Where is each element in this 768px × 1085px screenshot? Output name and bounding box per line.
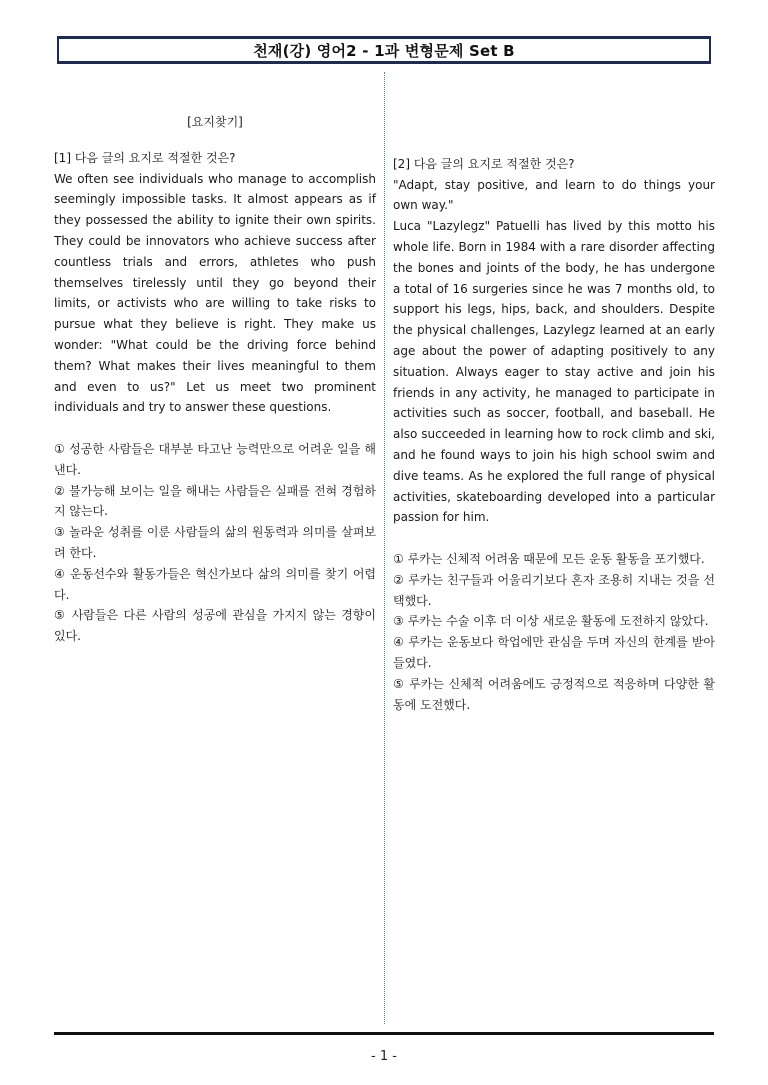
options-2 [393, 549, 715, 715]
option-2-3: ③ 루카는 수술 이후 더 이상 새로운 활동에 도전하지 않았다. [393, 614, 709, 629]
header-title-box [57, 36, 711, 64]
option-1-4: ④ 운동선수와 활동가들은 혁신가보다 삶의 의미를 찾기 어렵다. [54, 566, 376, 602]
option-2-1: ① 루카는 신체적 어려움 때문에 모든 운동 활동을 포기했다. [393, 551, 705, 566]
spacer [393, 528, 715, 549]
option-2-5: ⑤ 루카는 신체적 어려움에도 긍정적으로 적응하며 다양한 활동에 도전했다. [393, 676, 715, 712]
option-1-1: ① 성공한 사람들은 대부분 타고난 능력만으로 어려운 일을 해낸다. [54, 441, 376, 477]
question-2: [2] 다음 글의 요지로 적절한 것은? [393, 156, 575, 171]
section-label: [요지찾기] [187, 115, 243, 129]
option-2-2: ② 루카는 친구들과 어울리기보다 혼자 조용히 지내는 것을 선택했다. [393, 572, 715, 608]
option-1-2: ② 불가능해 보이는 일을 해내는 사람들은 실패를 전혀 경험하지 않는다. [54, 483, 376, 519]
page-title: 천재(강) 영어2 - 1과 변형문제 Set B [253, 41, 515, 60]
options-1 [54, 439, 376, 647]
option-1-3: ③ 놀라운 성취를 이룬 사람들의 삶의 원동력과 의미를 살펴보려 한다. [54, 525, 376, 560]
left-column [54, 112, 376, 647]
question-1: [1] 다음 글의 요지로 적절한 것은? [54, 150, 236, 165]
motto-2: "Adapt, stay positive, and learn to do things your own way." [393, 177, 715, 213]
option-2-4: ④ 루카는 운동보다 학업에만 관심을 두며 자신의 한계를 받아들였다. [393, 635, 715, 670]
passage-2: Luca "Lazylegz" Patuelli has lived by this motto his whole life. Born in 1984 with a rare disorder affecting the bones and joints of the body, he has undergone a total of 16 surgeries since he was 7 months old, to support his legs, hips, back, and shoulders. Despite the physical challenges, Lazylegz learned at an early age about the power of adapting positively to any situation. Always eager to stay active and join his friends in any activity, he managed to participate in activities such as soccer, football, and baseball. He also succeeded in learning how to rock climb and ski, and he found ways to join his high school swim and dive teams. As he explored the full range of physical activities, skateboarding developed into a particular passion for him. [393, 219, 715, 525]
right-column [393, 154, 715, 716]
option-1-5: ⑤ 사람들은 다른 사람의 성공에 관심을 가지지 않는 경향이 있다. [54, 608, 376, 644]
spacer [54, 418, 376, 439]
footer-rule [54, 1032, 714, 1035]
page-number: - 1 - [371, 1049, 397, 1064]
passage-1: We often see individuals who manage to accomplish seemingly impossible tasks. It almost appears as if they possessed the ability to ignite their own spirits. They could be innovators who achieve success after countless trials and errors, athletes who push themselves tirelessly until they go beyond their limits, or activists who are willing to take risks to pursue what they believe is right. They make us wonder: "What could be the driving force behind them? What makes their lives meaningful to them and even to us?" Let us meet two prominent individuals and try to answer these questions. [54, 171, 376, 415]
column-divider [384, 72, 385, 1024]
